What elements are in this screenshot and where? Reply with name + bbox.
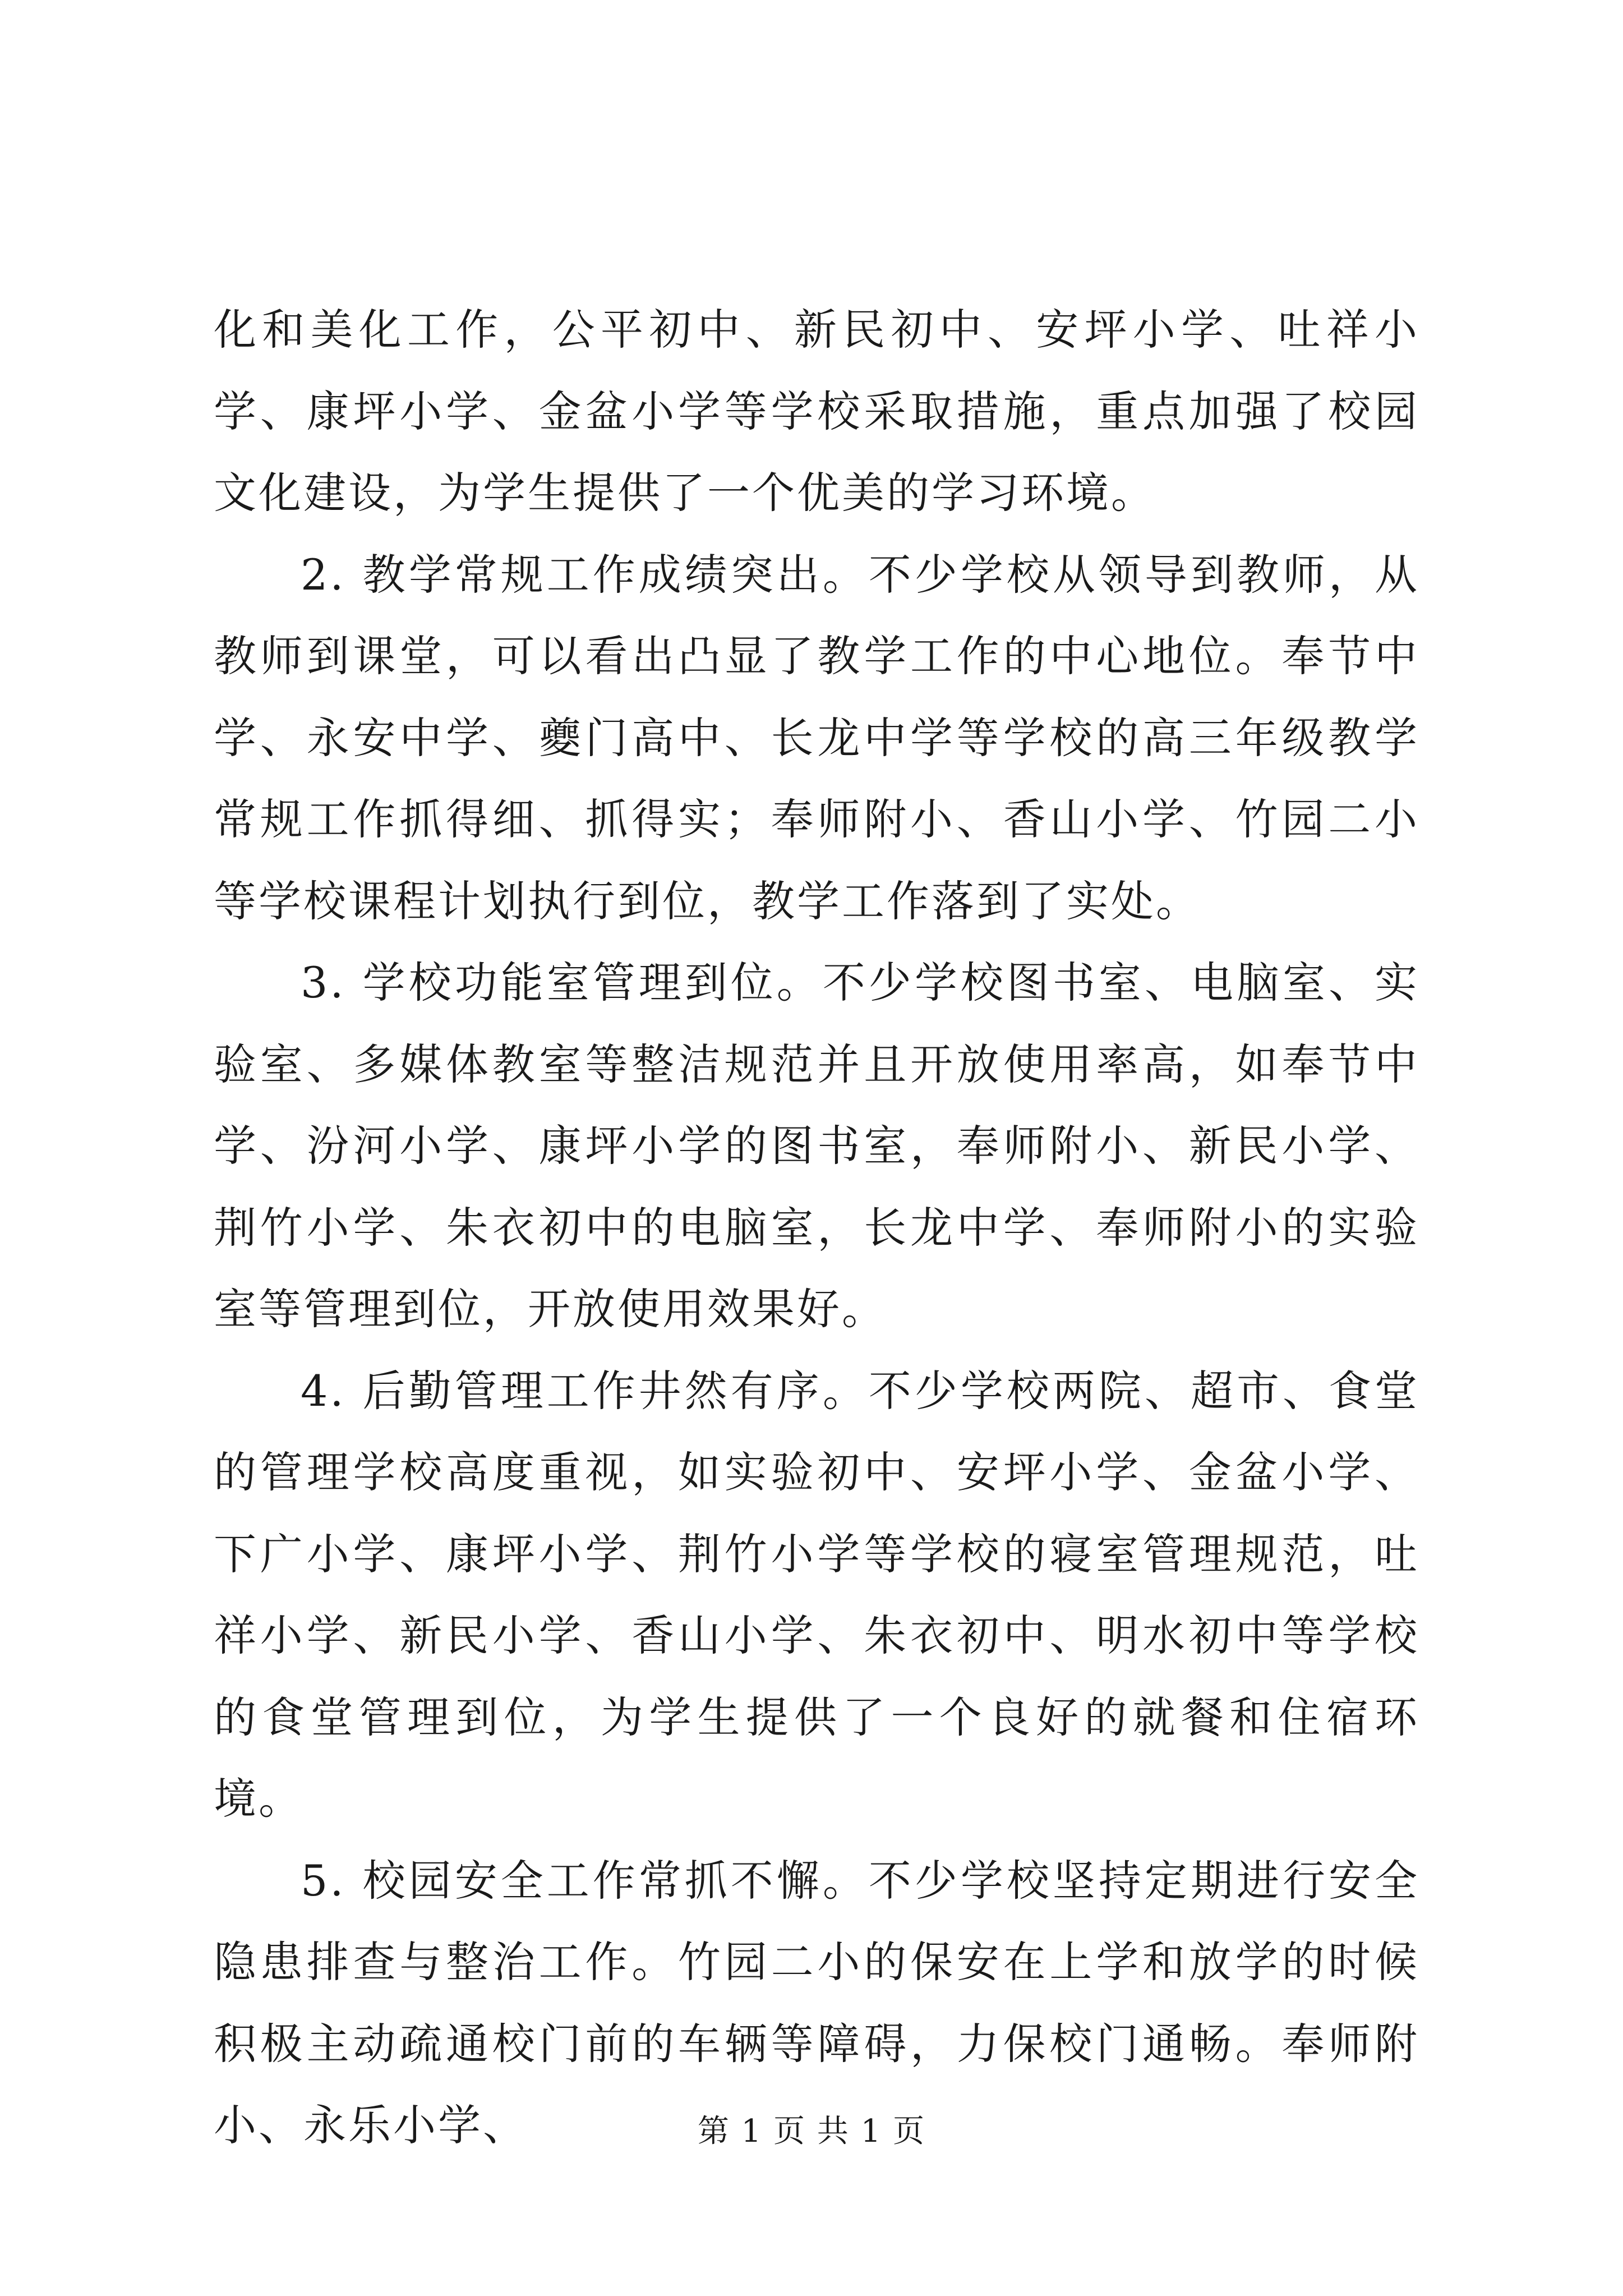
document-body xyxy=(214,289,1419,2166)
paragraph-function-rooms: 3. 学校功能室管理到位。不少学校图书室、电脑室、实验室、多媒体教室等整洁规范并且开放使用率高，如奉节中学、汾河小学、康坪小学的图书室，奉师附小、新民小学、荆竹小学、朱衣初中的电脑室，长龙中学、奉师附小的实验室等管理到位，开放使用效果好。 xyxy=(214,958,1419,1334)
paragraph-campus-safety: 5. 校园安全工作常抓不懈。不少学校坚持定期进行安全隐患排查与整治工作。竹园二小的保安在上学和放学的时候积极主动疏通校门前的车辆等障碍，力保校门通畅。奉师附小、永乐小学、 xyxy=(214,1855,1419,2150)
paragraph-logistics: 4. 后勤管理工作井然有序。不少学校两院、超市、食堂的管理学校高度重视，如实验初中、安坪小学、金盆小学、下广小学、康坪小学、荆竹小学等学校的寝室管理规范，吐祥小学、新民小学、香山小学、朱衣初中、明水初中等学校的食堂管理到位，为学生提供了一个良好的就餐和住宿环境。 xyxy=(214,1365,1419,1824)
paragraph-continued: 化和美化工作，公平初中、新民初中、安坪小学、吐祥小学、康坪小学、金盆小学等学校采取措施，重点加强了校园文化建设，为学生提供了一个优美的学习环境。 xyxy=(214,305,1419,518)
paragraph-teaching-routine: 2. 教学常规工作成绩突出。不少学校从领导到教师，从教师到课堂，可以看出凸显了教学工作的中心地位。奉节中学、永安中学、夔门高中、长龙中学等学校的高三年级教学常规工作抓得细、抓得实；奉师附小、香山小学、竹园二小等学校课程计划执行到位，教学工作落到了实处。 xyxy=(214,549,1419,926)
page-number-footer: 第 1 页 共 1 页 xyxy=(697,2113,926,2150)
